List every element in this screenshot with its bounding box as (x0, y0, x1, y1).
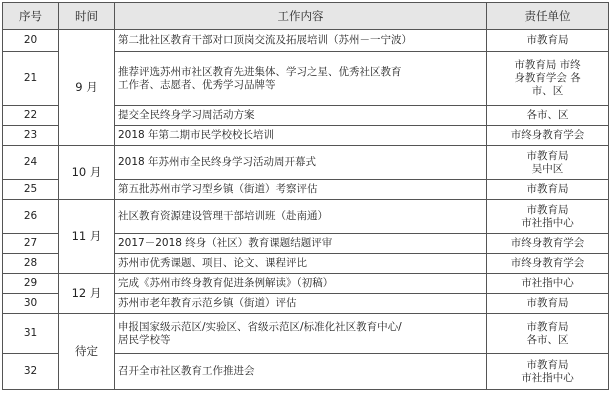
content-line: 苏州市优秀课题、项目、论文、课程评比 (118, 257, 307, 269)
row-content (115, 180, 487, 200)
content-line: 提交全民终身学习周活动方案 (118, 109, 255, 121)
time-november: 11 月 (59, 200, 115, 274)
content-line: 召开全市社区教育工作推进会 (118, 365, 255, 377)
row-unit (487, 354, 609, 390)
table-header-row (3, 3, 609, 30)
content-line: 2018 年苏州市全民终身学习活动周开幕式 (118, 156, 317, 168)
row-content (115, 254, 487, 274)
content-line: 2017－2018 终身（社区）教育课题结题评审 (118, 237, 333, 249)
unit-line: 市教育局 (526, 320, 569, 333)
unit-line: 市社指中心 (521, 277, 574, 289)
unit-line: 市终身教育学会 (510, 237, 585, 249)
row-content (115, 274, 487, 294)
row-num: 21 (3, 52, 59, 106)
content-line: 苏州市老年教育示范乡镇（街道）评估 (118, 297, 297, 309)
content-line: 推荐评选苏州市社区教育先进集体、学习之星、优秀社区教育 (118, 65, 402, 78)
table-row (3, 146, 609, 180)
unit-line: 市教育局 (526, 149, 569, 162)
row-content (115, 200, 487, 234)
table-row (3, 314, 609, 354)
header-num: 序号 (3, 3, 59, 30)
content-line: 第二批社区教育干部对口顶岗交流及拓展培训（苏州－一宁波） (118, 34, 412, 46)
row-num: 27 (3, 234, 59, 254)
row-num: 26 (3, 200, 59, 234)
row-content (115, 294, 487, 314)
row-unit (487, 294, 609, 314)
unit-line: 市教育局 (526, 34, 569, 46)
content-line: 社区教育资源建设管理干部培训班（赴南通） (118, 210, 328, 222)
unit-line: 市教育局 市终 (514, 59, 581, 71)
row-unit (487, 234, 609, 254)
row-unit (487, 254, 609, 274)
unit-line: 市教育局 (526, 358, 569, 371)
unit-line: 市社指中心 (521, 371, 574, 384)
row-content (115, 106, 487, 126)
time-october: 10 月 (59, 146, 115, 200)
content-line: 工作者、志愿者、优秀学习品牌等 (118, 78, 276, 91)
unit-line: 市教育局 (526, 203, 569, 216)
content-line: 2018 年第二期市民学校校长培训 (118, 129, 275, 141)
content-line: 申报国家级示范区/实验区、省级示范区/标准化社区教育中心/ (118, 320, 402, 333)
row-unit (487, 180, 609, 200)
unit-line: 市教育局 (526, 297, 569, 309)
table-row (3, 200, 609, 234)
work-plan-table-container (2, 2, 609, 390)
row-num: 22 (3, 106, 59, 126)
time-december: 12 月 (59, 274, 115, 314)
row-content (115, 314, 487, 354)
unit-line: 市终身教育学会 (510, 129, 585, 141)
row-unit (487, 30, 609, 52)
row-content (115, 126, 487, 146)
row-content (115, 30, 487, 52)
unit-line: 市、区 (531, 85, 564, 97)
header-content: 工作内容 (115, 3, 487, 30)
content-line: 完成《苏州市终身教育促进条例解读》（初稿） (118, 277, 334, 289)
row-unit (487, 126, 609, 146)
row-content (115, 52, 487, 106)
time-pending: 待定 (59, 314, 115, 390)
table-row (3, 30, 609, 52)
row-unit (487, 314, 609, 354)
row-num: 31 (3, 314, 59, 354)
row-num: 29 (3, 274, 59, 294)
row-num: 25 (3, 180, 59, 200)
row-unit (487, 274, 609, 294)
content-line: 居民学校等 (118, 333, 171, 346)
row-unit (487, 52, 609, 106)
unit-line: 吴中区 (531, 162, 564, 175)
unit-line: 市社指中心 (521, 216, 574, 229)
unit-line: 身教育学会 各 (514, 72, 581, 84)
row-unit (487, 200, 609, 234)
work-plan-table (2, 2, 609, 390)
row-num: 30 (3, 294, 59, 314)
unit-line: 市终身教育学会 (510, 257, 585, 269)
header-time: 时间 (59, 3, 115, 30)
row-unit (487, 146, 609, 180)
row-num: 23 (3, 126, 59, 146)
row-unit (487, 106, 609, 126)
row-num: 32 (3, 354, 59, 390)
row-content (115, 234, 487, 254)
unit-line: 各市、区 (526, 109, 569, 121)
row-content (115, 146, 487, 180)
time-september: 9 月 (59, 30, 115, 146)
content-line: 第五批苏州市学习型乡镇（街道）考察评估 (118, 183, 318, 195)
row-num: 28 (3, 254, 59, 274)
row-num: 20 (3, 30, 59, 52)
row-num: 24 (3, 146, 59, 180)
unit-line: 各市、区 (526, 333, 569, 346)
row-content (115, 354, 487, 390)
unit-line: 市教育局 (526, 183, 569, 195)
header-unit: 责任单位 (487, 3, 609, 30)
table-row (3, 274, 609, 294)
